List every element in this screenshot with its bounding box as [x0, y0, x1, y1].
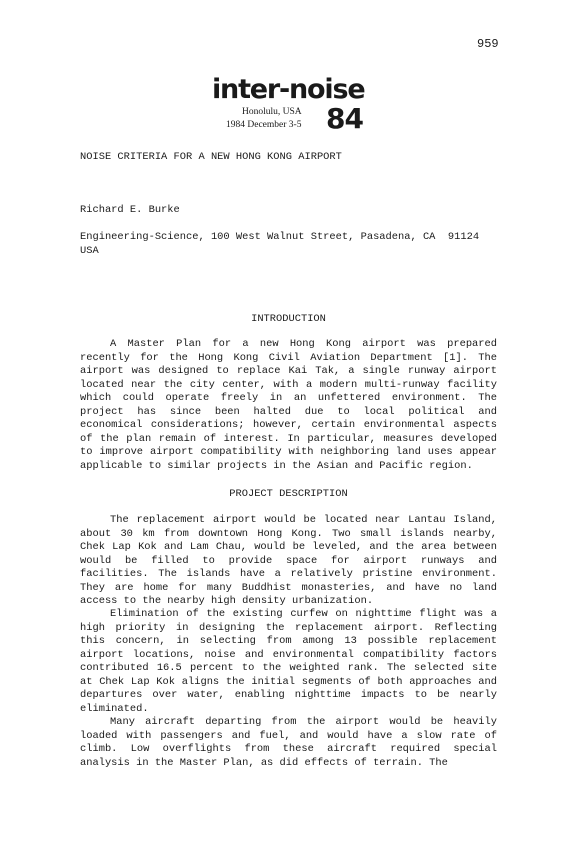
body-paragraph: A Master Plan for a new Hong Kong airport was prepared recently for the Hong Kong Civil Aviation Department [1]. The airport was designed to replace Kai Tak, a single runway airport located near the city center, with a modern multi-runway facility which could operate freely in an unfettered environment. The project has since been halted due to local political and economical considerations; however, certain environmental aspects of the plan remain of interest. In particular, measures developed to improve airport compatibility with neighboring land uses appear applicable to similar projects in the Asian and Pacific region.	[80, 338, 497, 472]
conference-logo	[212, 76, 372, 138]
paper-title: NOISE CRITERIA FOR A NEW HONG KONG AIRPORT	[80, 151, 342, 163]
section-heading-introduction: INTRODUCTION	[251, 313, 326, 325]
body-paragraph: Many aircraft departing from the airport would be heavily loaded with passengers and fuel, and would have a slow rate of climb. Low overflights from these aircraft required special analysis in the Master Plan, as did effects of terrain. The	[80, 716, 497, 769]
body-paragraph: Elimination of the existing curfew on nighttime flight was a high priority in designing the replacement airport. Reflecting this concern, in selecting from among 13 possible replacement airport locations, noise and environmental compatibility factors contributed 16.5 percent to the weighted rank. The selected site at Chek Lap Kok aligns the initial segments of both approaches and departures over water, enabling nighttime impacts to be nearly eliminated.	[80, 608, 497, 715]
body-paragraph: The replacement airport would be located near Lantau Island, about 30 km from downtown Hong Kong. Two small islands nearby, Chek Lap Kok and Lam Chau, would be leveled, and the area between would be filled to provide space for airport runways and facilities. The islands have a relatively pristine environment. They are home for many Buddhist monasteries, and have no land access to the nearby high density urbanization.	[80, 514, 497, 607]
logo-wordmark: inter-noise	[212, 74, 365, 105]
logo-city: Honolulu, USA	[242, 107, 302, 117]
affiliation-line-1: Engineering-Science, 100 West Walnut Street, Pasadena, CA 91124	[80, 231, 480, 243]
page-number: 959	[477, 37, 499, 51]
section-heading-project-description: PROJECT DESCRIPTION	[229, 488, 348, 500]
logo-dates: 1984 December 3-5	[226, 120, 302, 130]
author-name: Richard E. Burke	[80, 204, 180, 216]
logo-year: 84	[326, 102, 363, 135]
affiliation-line-2: USA	[80, 245, 99, 257]
